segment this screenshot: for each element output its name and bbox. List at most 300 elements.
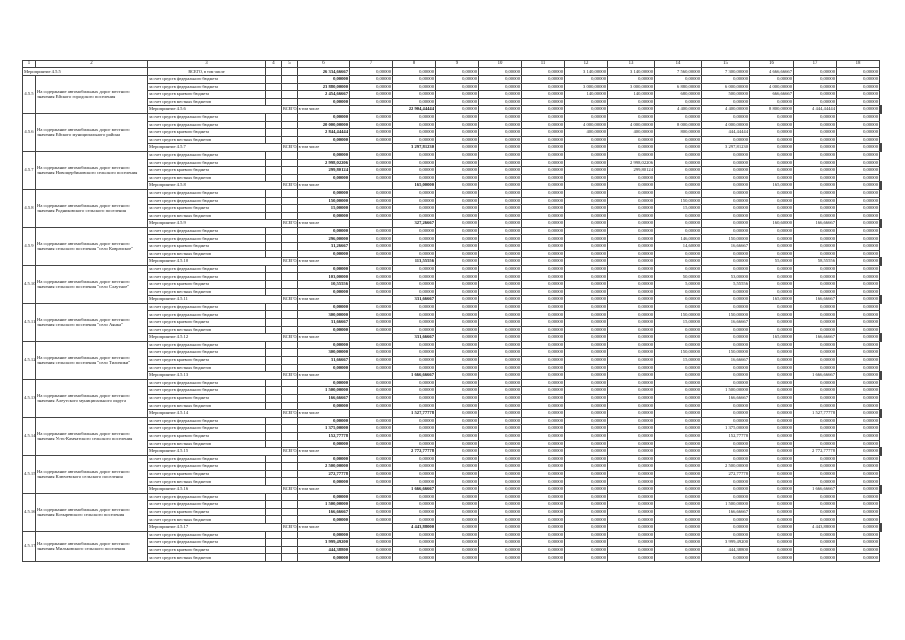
empty-cell [266, 455, 282, 463]
amount-cell: 4 400,00000 [655, 106, 702, 114]
amount-cell: 0,00000 [393, 113, 436, 121]
amount-cell: 0,00000 [837, 402, 880, 410]
amount-cell: 0,00000 [702, 379, 750, 387]
empty-cell [282, 273, 298, 281]
amount-cell: 0,00000 [522, 455, 565, 463]
amount-cell: 0,00000 [608, 478, 655, 486]
amount-cell: 0,00000 [565, 524, 608, 532]
amount-cell: 0,00000 [794, 121, 837, 129]
empty-cell [282, 440, 298, 448]
amount-cell: 0,00000 [436, 531, 479, 539]
amount-cell: 0,00000 [794, 288, 837, 296]
amount-cell: 300,00000 [298, 349, 350, 357]
amount-cell: 0,00000 [436, 83, 479, 91]
amount-cell: 0,00000 [393, 387, 436, 395]
amount-cell: 0,00000 [655, 546, 702, 554]
measure-header-row [23, 144, 882, 152]
amount-cell: 7 560,00000 [655, 68, 702, 76]
amount-cell: 0,00000 [522, 250, 565, 258]
amount-cell: 0,00000 [522, 349, 565, 357]
amount-cell: 0,00000 [837, 539, 880, 547]
amount-cell: 0,00000 [750, 129, 794, 137]
amount-cell: 0,00000 [565, 296, 608, 304]
amount-cell: 0,00000 [436, 76, 479, 84]
empty-cell [282, 356, 298, 364]
amount-cell: 0,00000 [393, 379, 436, 387]
amount-cell: 0,00000 [837, 493, 880, 501]
amount-cell: 0,00000 [436, 432, 479, 440]
column-number: 12 [565, 61, 608, 68]
amount-cell: 0,00000 [837, 455, 880, 463]
amount-cell: 0,00000 [794, 235, 837, 243]
amount-cell: 0,00000 [479, 281, 522, 289]
measure-number: 4.5.5 [23, 76, 36, 114]
amount-cell: 0,00000 [837, 387, 880, 395]
amount-cell: 300,00000 [298, 311, 350, 319]
empty-cell [266, 136, 282, 144]
amount-cell: 0,00000 [393, 250, 436, 258]
funding-row [23, 554, 882, 562]
amount-cell: 0,00000 [608, 448, 655, 456]
funding-row [23, 76, 882, 84]
amount-cell: 31,66667 [298, 319, 350, 327]
amount-cell: 0,00000 [436, 243, 479, 251]
amount-cell: 0,00000 [436, 144, 479, 152]
empty-cell [266, 174, 282, 182]
column-number: 7 [350, 61, 393, 68]
amount-cell: 3 999,49200 [702, 539, 750, 547]
empty-cell [266, 197, 282, 205]
amount-cell: 0,00000 [837, 334, 880, 342]
measure-title: Мероприятие 4.5.13 [148, 372, 282, 380]
amount-cell: 0,00000 [837, 379, 880, 387]
amount-cell: 0,00000 [608, 508, 655, 516]
amount-cell: 0,00000 [393, 235, 436, 243]
empty-cell [266, 243, 282, 251]
amount-cell: 0,00000 [393, 432, 436, 440]
column-number: 14 [655, 61, 702, 68]
empty-cell [350, 296, 393, 304]
amount-cell: 0,00000 [522, 440, 565, 448]
amount-cell [881, 486, 882, 494]
amount-cell: 0,00000 [479, 539, 522, 547]
amount-cell: 0,00000 [750, 151, 794, 159]
amount-cell: 0,00000 [608, 524, 655, 532]
amount-cell: 0,00000 [702, 189, 750, 197]
amount-cell: 0,00000 [522, 113, 565, 121]
amount-cell: 0,00000 [608, 182, 655, 190]
amount-cell: 152,77778 [298, 432, 350, 440]
amount-cell: 0,00000 [608, 440, 655, 448]
amount-cell: 0,00000 [794, 387, 837, 395]
amount-cell: 0,00000 [522, 334, 565, 342]
amount-cell: 0,00000 [655, 113, 702, 121]
empty-cell [266, 478, 282, 486]
amount-cell: 0,00000 [837, 212, 880, 220]
amount-cell: 0,00000 [702, 212, 750, 220]
amount-cell: 0,00000 [393, 440, 436, 448]
empty-cell [282, 463, 298, 471]
amount-cell: 0,00000 [655, 554, 702, 562]
amount-cell: 0,00000 [436, 508, 479, 516]
amount-cell: 0,00000 [565, 136, 608, 144]
measure-title: Мероприятие 4.5.15 [148, 448, 282, 456]
amount-cell: 0,00000 [655, 189, 702, 197]
amount-cell: 0,00000 [655, 455, 702, 463]
amount-cell: 0,00000 [655, 136, 702, 144]
measure-description: На содержание автомобильных дорог местного значения Ейского муниципального района [36, 113, 148, 151]
amount-cell: 166,66667 [794, 296, 837, 304]
amount-cell: 0,00000 [350, 227, 393, 235]
amount-cell: 0,00000 [750, 440, 794, 448]
amount-cell: 26 334,66667 [298, 68, 350, 76]
empty-cell [282, 417, 298, 425]
amount-cell: 0,00000 [750, 167, 794, 175]
amount-cell: 0,00000 [655, 341, 702, 349]
amount-cell: 7 300,00000 [702, 68, 750, 76]
funding-row [23, 227, 882, 235]
amount-cell: 0,00000 [522, 470, 565, 478]
amount-cell: 0,00000 [837, 516, 880, 524]
amount-cell: 0,00000 [702, 448, 750, 456]
amount-cell: 0,00000 [522, 319, 565, 327]
amount-cell: 0,00000 [522, 136, 565, 144]
column-number: 18 [837, 61, 880, 68]
funding-row [23, 265, 882, 273]
amount-cell: 0,00000 [522, 508, 565, 516]
amount-cell: 0,00000 [436, 546, 479, 554]
amount-cell: 0,00000 [393, 546, 436, 554]
amount-cell: 15,00000 [655, 205, 702, 213]
measure-description: На содержание автомобильных дорог местного значения сельского поселения "село Слаутное" [36, 265, 148, 303]
amount-cell: 0,00000 [479, 448, 522, 456]
amount-cell: 0,00000 [837, 243, 880, 251]
amount-cell: 0,00000 [436, 288, 479, 296]
amount-cell: 0,00000 [436, 539, 479, 547]
column-number: 10 [479, 61, 522, 68]
amount-cell: 0,00000 [794, 197, 837, 205]
amount-cell: 0,00000 [794, 463, 837, 471]
amount-cell: 0,00000 [655, 220, 702, 228]
empty-cell [282, 197, 298, 205]
amount-cell: 0,00000 [565, 387, 608, 395]
amount-cell: 0,00000 [565, 205, 608, 213]
amount-cell: 0,00000 [436, 478, 479, 486]
empty-cell [266, 417, 282, 425]
amount-cell: 0,00000 [393, 417, 436, 425]
amount-cell: 0,00000 [794, 516, 837, 524]
empty-cell [266, 235, 282, 243]
amount-cell: 0,00000 [393, 212, 436, 220]
amount-cell: 0,00000 [750, 394, 794, 402]
amount-cell: 0,00000 [393, 478, 436, 486]
measure-number: 4.5.7 [23, 151, 36, 189]
amount-cell: 327,26667 [393, 220, 436, 228]
amount-cell: 0,00000 [479, 288, 522, 296]
amount-cell: 0,00000 [393, 356, 436, 364]
amount-cell: 31,66667 [298, 356, 350, 364]
amount-cell: 0,00000 [522, 159, 565, 167]
empty-cell [350, 106, 393, 114]
amount-cell: 0,00000 [350, 311, 393, 319]
amount-cell [881, 296, 882, 304]
amount-cell: 152,77778 [702, 432, 750, 440]
amount-cell: 0,00000 [298, 554, 350, 562]
empty-cell [266, 91, 282, 99]
amount-cell: 0,00000 [565, 334, 608, 342]
amount-cell: 0,00000 [608, 106, 655, 114]
amount-cell: 0,00000 [608, 463, 655, 471]
amount-cell: 0,00000 [750, 463, 794, 471]
amount-cell: 0,00000 [393, 326, 436, 334]
empty-cell [350, 410, 393, 418]
amount-cell: 0,00000 [436, 98, 479, 106]
amount-cell: 0,00000 [750, 288, 794, 296]
funding-source-label: ВСЕГО, в том числе [283, 410, 320, 416]
column-number: 6 [298, 61, 350, 68]
amount-cell: 0,00000 [479, 334, 522, 342]
amount-cell: 0,00000 [522, 273, 565, 281]
amount-cell: 0,00000 [837, 319, 880, 327]
funding-source-label: ВСЕГО, в том числе [283, 372, 320, 378]
amount-cell: 0,00000 [393, 319, 436, 327]
empty-cell [282, 159, 298, 167]
amount-cell: 0,00000 [750, 554, 794, 562]
amount-cell: 0,00000 [436, 372, 479, 380]
measure-description: На содержание автомобильных дорог местного значения Мильковского сельского поселения [36, 531, 148, 561]
measure-description: На содержание автомобильных дорог местного значения Козыревского сельского поселения [36, 493, 148, 531]
amount-cell: 0,00000 [608, 402, 655, 410]
amount-cell: 0,00000 [702, 288, 750, 296]
amount-cell: 0,00000 [837, 258, 880, 266]
amount-cell: 0,00000 [298, 174, 350, 182]
amount-cell: 0,00000 [436, 220, 479, 228]
amount-cell: 0,00000 [350, 250, 393, 258]
amount-cell: 0,00000 [479, 83, 522, 91]
amount-cell: 0,00000 [350, 546, 393, 554]
amount-cell: 0,00000 [436, 121, 479, 129]
funding-source-label: ВСЕГО, в том числе [283, 182, 320, 188]
amount-cell: 0,00000 [393, 91, 436, 99]
amount-cell: 0,00000 [522, 151, 565, 159]
amount-cell: 0,00000 [608, 273, 655, 281]
funding-source-label: за счет средств краевого бюджета [148, 356, 266, 364]
amount-cell: 0,00000 [794, 265, 837, 273]
empty-cell [266, 288, 282, 296]
amount-cell: 0,00000 [837, 281, 880, 289]
funding-source-label: за счет средств федерального бюджета [148, 539, 266, 547]
amount-cell: 0,00000 [750, 379, 794, 387]
empty-cell [266, 303, 282, 311]
column-number: 5 [282, 61, 298, 68]
amount-cell: 0,00000 [350, 432, 393, 440]
amount-cell: 0,00000 [522, 356, 565, 364]
amount-cell: 0,00000 [479, 387, 522, 395]
amount-cell: 0,00000 [750, 136, 794, 144]
amount-cell: 0,00000 [702, 341, 750, 349]
amount-cell: 0,00000 [522, 281, 565, 289]
amount-cell: 0,00000 [565, 417, 608, 425]
amount-cell: 0,00000 [837, 121, 880, 129]
empty-cell [282, 326, 298, 334]
amount-cell: 0,00000 [436, 167, 479, 175]
measure-number: 4.5.16 [23, 493, 36, 531]
amount-cell: 166,66667 [298, 394, 350, 402]
amount-cell: 0,00000 [565, 167, 608, 175]
amount-cell: 0,00000 [608, 417, 655, 425]
amount-cell: 0,00000 [565, 113, 608, 121]
amount-cell: 0,00000 [608, 296, 655, 304]
amount-cell: 0,00000 [837, 83, 880, 91]
amount-cell: 0,00000 [837, 372, 880, 380]
funding-row [23, 387, 882, 395]
amount-cell: 0,00000 [608, 379, 655, 387]
measure-number: 4.5.14 [23, 417, 36, 455]
amount-cell: 0,00000 [750, 356, 794, 364]
funding-source-label: ВСЕГО, в том числе [283, 486, 320, 492]
funding-source-label: за счет средств местных бюджетов [148, 212, 266, 220]
amount-cell: 0,00000 [522, 379, 565, 387]
amount-cell: 0,00000 [608, 76, 655, 84]
amount-cell: 55,00000 [750, 258, 794, 266]
amount-cell: 0,00000 [608, 326, 655, 334]
amount-cell: 0,00000 [436, 303, 479, 311]
amount-cell [881, 524, 882, 532]
amount-cell: 0,00000 [350, 68, 393, 76]
measure-number: 4.5.13 [23, 379, 36, 417]
amount-cell: 1 666,66667 [794, 372, 837, 380]
funding-source-label: за счет средств местных бюджетов [148, 98, 266, 106]
amount-cell: 0,00000 [350, 235, 393, 243]
funding-row [23, 364, 882, 372]
amount-cell: 272,77778 [298, 470, 350, 478]
amount-cell: 0,00000 [350, 501, 393, 509]
amount-cell: 0,00000 [298, 493, 350, 501]
amount-cell: 160,60000 [750, 220, 794, 228]
column-number: 1 [23, 61, 36, 68]
amount-cell: 0,00000 [479, 470, 522, 478]
amount-cell: 331,66667 [393, 296, 436, 304]
amount-cell: 0,00000 [702, 182, 750, 190]
amount-cell: 0,00000 [750, 235, 794, 243]
amount-cell: 0,00000 [794, 189, 837, 197]
amount-cell: 0,00000 [608, 235, 655, 243]
amount-cell: 0,00000 [794, 205, 837, 213]
measure-number: 4.5.11 [23, 303, 36, 341]
amount-cell: 0,00000 [393, 197, 436, 205]
amount-cell: 0,00000 [608, 144, 655, 152]
amount-cell: 0,00000 [794, 281, 837, 289]
amount-cell: 0,00000 [565, 243, 608, 251]
amount-cell: 0,00000 [522, 288, 565, 296]
amount-cell: 0,00000 [479, 303, 522, 311]
amount-cell [881, 410, 882, 418]
amount-cell: 0,00000 [393, 531, 436, 539]
amount-cell: 0,00000 [565, 486, 608, 494]
empty-cell [266, 250, 282, 258]
amount-cell: 0,00000 [837, 106, 880, 114]
funding-source-label: ВСЕГО, в том числе [283, 144, 320, 150]
empty-cell [282, 68, 298, 76]
amount-cell: 0,00000 [702, 417, 750, 425]
empty-cell [266, 129, 282, 137]
empty-cell [282, 151, 298, 159]
empty-cell [282, 235, 298, 243]
amount-cell: 0,00000 [565, 235, 608, 243]
amount-cell: 0,00000 [608, 151, 655, 159]
empty-cell [282, 281, 298, 289]
amount-cell: 8 800,00000 [750, 106, 794, 114]
amount-cell: 0,00000 [479, 98, 522, 106]
amount-cell: 0,00000 [608, 98, 655, 106]
amount-cell: 0,00000 [837, 341, 880, 349]
amount-cell: 0,00000 [522, 129, 565, 137]
amount-cell: 0,00000 [479, 129, 522, 137]
measure-title: Мероприятие 4.5.10 [148, 258, 282, 266]
measure-header-row [23, 486, 882, 494]
amount-cell: 0,00000 [479, 425, 522, 433]
amount-cell: 0,00000 [702, 167, 750, 175]
amount-cell: 0,00000 [750, 546, 794, 554]
amount-cell [881, 220, 882, 228]
measure-header-row [23, 258, 882, 266]
amount-cell: 0,00000 [608, 432, 655, 440]
funding-source-label: за счет средств краевого бюджета [148, 243, 266, 251]
amount-cell: 500,00000 [702, 91, 750, 99]
amount-cell: 0,00000 [794, 159, 837, 167]
amount-cell: 166,66667 [794, 220, 837, 228]
empty-cell [350, 182, 393, 190]
measure-number: 4.5.6 [23, 113, 36, 151]
amount-cell: 0,00000 [565, 189, 608, 197]
amount-cell: 1 500,00000 [702, 387, 750, 395]
amount-cell: 0,00000 [436, 159, 479, 167]
amount-cell: 0,00000 [393, 68, 436, 76]
amount-cell: 0,00000 [479, 341, 522, 349]
amount-cell: 0,00000 [837, 546, 880, 554]
amount-cell: 0,00000 [702, 455, 750, 463]
amount-cell: 0,00000 [794, 402, 837, 410]
amount-cell: 0,00000 [837, 167, 880, 175]
amount-cell: 0,00000 [393, 174, 436, 182]
amount-cell: 0,00000 [522, 402, 565, 410]
amount-cell: 0,00000 [298, 76, 350, 84]
funding-source-label: за счет средств местных бюджетов [148, 288, 266, 296]
amount-cell: 0,00000 [522, 341, 565, 349]
amount-cell: 0,00000 [565, 311, 608, 319]
amount-cell: 0,00000 [565, 212, 608, 220]
amount-cell: 16,66667 [702, 356, 750, 364]
amount-cell: 0,00000 [794, 303, 837, 311]
amount-cell: 150,00000 [702, 235, 750, 243]
funding-row [23, 425, 882, 433]
amount-cell: 0,00000 [655, 296, 702, 304]
amount-cell: 0,00000 [479, 311, 522, 319]
amount-cell: 0,00000 [750, 212, 794, 220]
empty-cell [266, 205, 282, 213]
amount-cell: 0,00000 [436, 341, 479, 349]
empty-cell [350, 258, 393, 266]
amount-cell: 0,00000 [522, 182, 565, 190]
amount-cell: 2 772,77778 [393, 448, 436, 456]
funding-source-label: за счет средств федерального бюджета [148, 303, 266, 311]
amount-cell: 0,00000 [837, 91, 880, 99]
amount-cell: 0,00000 [350, 463, 393, 471]
amount-cell: 0,00000 [436, 319, 479, 327]
empty-cell [282, 531, 298, 539]
amount-cell: 0,00000 [436, 174, 479, 182]
amount-cell: 0,00000 [298, 189, 350, 197]
